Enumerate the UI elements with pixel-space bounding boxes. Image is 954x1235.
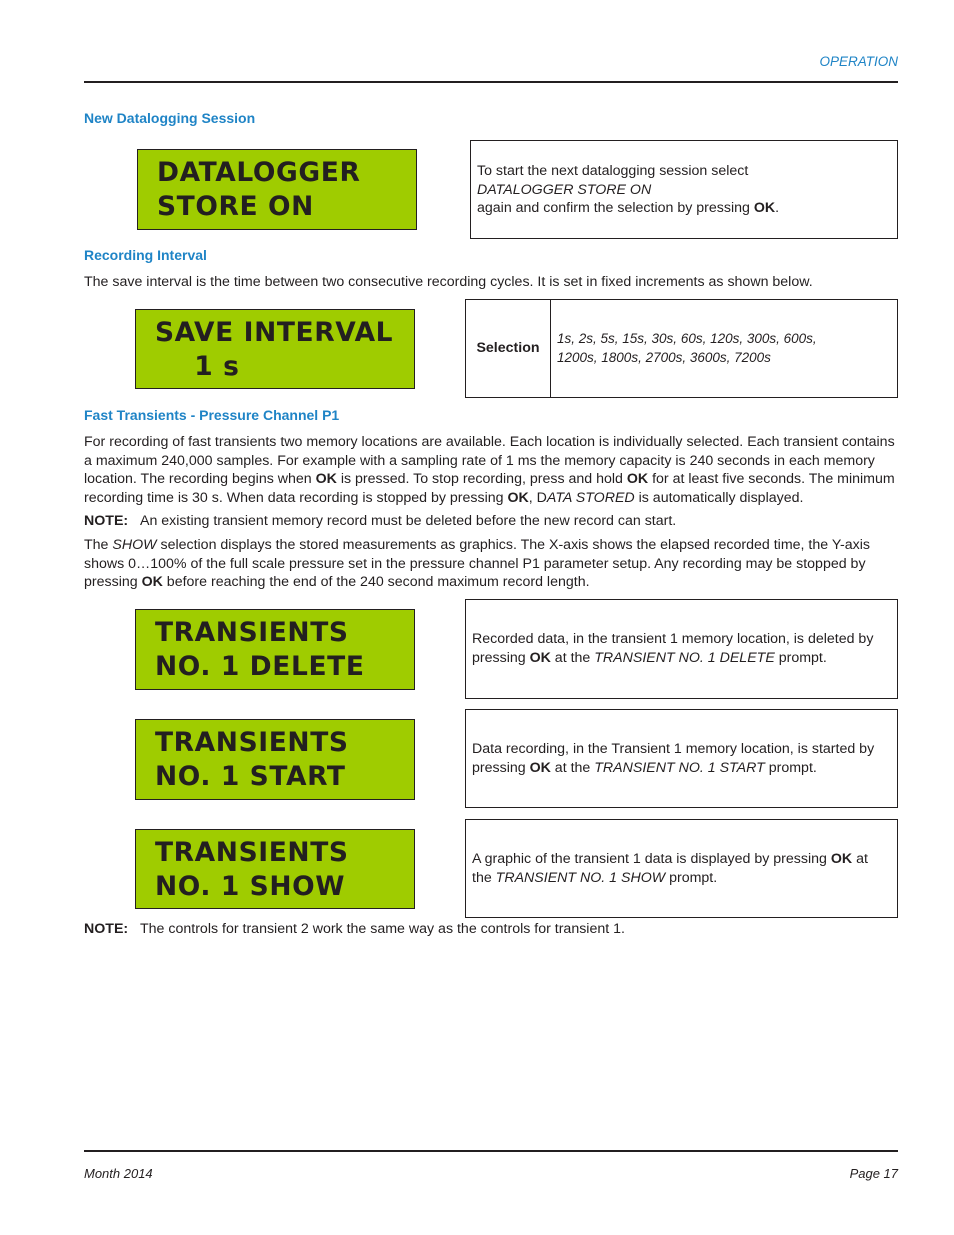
ok-key: OK (141, 574, 163, 591)
text: For recording of fast transients two memory locations are available. Each location is individually selected. Each transient contains a maximum 240,000 samples. For example with a sampling rate of 1 ms the memory capacity is 240 seconds in each memory location. The recording begins when (84, 434, 895, 488)
note-label: NOTE: (84, 921, 129, 937)
desc-text: . (775, 200, 780, 217)
lcd-line: DATALOGGER (157, 157, 361, 188)
lcd-datalogger-store-on (137, 149, 417, 230)
text: is automatically displayed. (634, 489, 804, 506)
note-text: An existing transient memory record must be deleted before the new record can start. (140, 513, 677, 529)
prompt-text: DATALOGGER STORE ON (477, 181, 652, 198)
ok-key: OK (507, 489, 529, 506)
text: prompt. (774, 650, 827, 666)
text: prompt. (764, 759, 817, 776)
text: A graphic of the transient 1 data is displayed by pressing (472, 850, 831, 867)
lcd-line: TRANSIENTS (155, 617, 349, 648)
recording-interval-paragraph: The save interval is the time between two consecutive recording cycles. It is set in fixed increments as shown below. (84, 274, 813, 290)
lcd-transients-delete (135, 609, 415, 690)
desc-text-block (472, 740, 891, 777)
note-label: NOTE: (84, 513, 129, 529)
lcd-save-interval (135, 309, 415, 389)
text: at the (550, 650, 595, 666)
lcd-line: NO. 1 SHOW (155, 871, 346, 902)
text: , D (528, 489, 547, 506)
data-stored-text: ATA STORED (546, 489, 635, 506)
text: prompt. (665, 869, 718, 886)
lcd-transients-start (135, 719, 415, 800)
desc-text-block (472, 630, 891, 667)
ok-key: OK (315, 471, 337, 488)
text: before reaching the end of the 240 second maximum record length. (162, 574, 590, 591)
desc-transients-start (465, 709, 898, 808)
prompt-text: TRANSIENT NO. 1 DELETE (594, 650, 775, 666)
header-rule (84, 81, 898, 83)
footer-page-number: Page 17 (849, 1166, 898, 1181)
note-text: The controls for transient 2 work the same way as the controls for transient 1. (140, 921, 625, 937)
lcd-line: TRANSIENTS (155, 837, 349, 868)
selection-values-line: 1200s, 1800s, 2700s, 3600s, 7200s (557, 349, 771, 365)
selection-label: Selection (466, 300, 551, 397)
lcd-line: SAVE INTERVAL (155, 317, 394, 348)
desc-text: again and confirm the selection by pressing (477, 200, 754, 217)
text: for at least five seconds. The minimum recording time is 30 s. When data recording is stopped by pressing (84, 471, 895, 506)
selection-values (551, 300, 897, 397)
note-1 (84, 512, 898, 531)
heading-fast-transients: Fast Transients - Pressure Channel P1 (84, 407, 340, 423)
lcd-line: TRANSIENTS (155, 727, 349, 758)
prompt-text: TRANSIENT NO. 1 SHOW (495, 869, 666, 886)
fast-transients-paragraph-2 (84, 536, 898, 592)
text: The (84, 537, 113, 553)
ok-key: OK (753, 200, 776, 217)
desc-transients-delete (465, 599, 898, 699)
text: at the (472, 850, 868, 886)
lcd-line: 1 s (155, 351, 240, 382)
lcd-line: STORE ON (157, 191, 314, 222)
heading-recording-interval: Recording Interval (84, 247, 207, 263)
fast-transients-paragraph-1 (84, 433, 898, 507)
footer-rule (84, 1150, 898, 1152)
show-text: SHOW (112, 537, 157, 553)
ok-key: OK (529, 650, 551, 666)
text: selection displays the stored measurements as graphics. The X-axis shows the elapsed recorded time, the Y-axis shows 0…100% of the full scale pressure set in the pressure channel P1 parameter setup. Any recording may be stopped by pressing (84, 537, 870, 591)
text: Data recording, in the Transient 1 memory location, is started by pressing (472, 740, 875, 776)
desc-datalogger-store-on (470, 140, 898, 239)
note-2 (84, 920, 898, 939)
footer-date: Month 2014 (84, 1166, 153, 1181)
interval-selection-table (465, 299, 898, 398)
desc-line: To start the next datalogging session select (477, 163, 749, 179)
desc-transients-show (465, 819, 898, 918)
desc-text-block (472, 850, 891, 887)
text: is pressed. To stop recording, press and hold (336, 471, 627, 488)
ok-key: OK (529, 759, 551, 776)
ok-key: OK (626, 471, 649, 488)
selection-values-line: 1s, 2s, 5s, 15s, 30s, 60s, 120s, 300s, 600s, (557, 330, 817, 346)
lcd-line: NO. 1 START (155, 761, 346, 792)
prompt-text: TRANSIENT NO. 1 START (594, 759, 765, 776)
text: Recorded data, in the transient 1 memory location, is deleted by pressing (472, 631, 874, 666)
text: at the (550, 759, 595, 776)
desc-line-italic (477, 181, 897, 200)
lcd-line: NO. 1 DELETE (155, 651, 365, 682)
lcd-transients-show (135, 829, 415, 909)
section-label: OPERATION (819, 54, 898, 69)
desc-line (477, 199, 897, 218)
ok-key: OK (830, 850, 853, 867)
heading-new-datalogging: New Datalogging Session (84, 110, 256, 126)
